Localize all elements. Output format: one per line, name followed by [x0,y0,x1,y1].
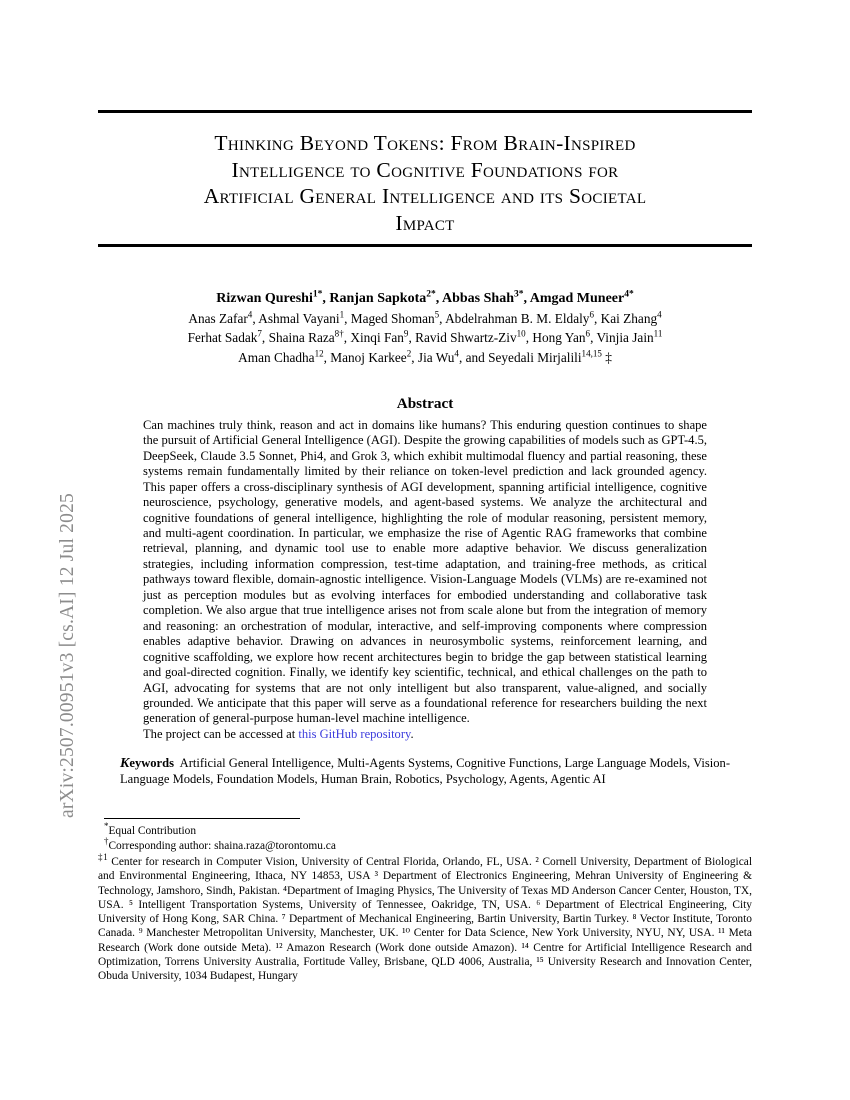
arxiv-stamp [0,0,90,1100]
paper-page [98,0,752,1100]
author-name: Abbas Shah [441,291,514,306]
footnote-equal-contribution-text: Equal Contribution [108,825,197,838]
author-affiliation-marker: 12 [314,348,324,359]
author-name: Jia Wu [417,349,455,365]
abstract-project-line [143,727,707,742]
author-name: Xinqi Fan [350,330,404,346]
title-line-1: Thinking Beyond Tokens: From Brain-Inspired [214,131,636,155]
author-name: Vinjia Jain [596,330,654,346]
github-repository-link[interactable]: this GitHub repository [298,726,411,741]
footnote-equal-contribution [104,821,752,838]
author-list [98,289,752,367]
footnotes-section [98,818,752,984]
footnote-doubledagger-mark: ‡1 [98,852,108,863]
author-affiliation-marker: 4* [624,289,634,300]
author-affiliation-marker: 4 [247,309,253,320]
footnote-corresponding-text: Corresponding author: shaina.raza@torontomu.ca [108,839,336,852]
author-name: Kai Zhang [600,311,658,327]
author-affiliation-marker: 14,15 [581,348,602,359]
footnote-affiliations [98,852,752,984]
author-affiliation-marker: 1* [312,289,323,300]
author-affiliation-marker: 3* [513,289,524,300]
author-name: Anas Zafar [188,311,248,327]
footnote-asterisk-mark: * [104,821,109,832]
footnote-affiliations-text: Center for research in Computer Vision, University of Central Florida, Orlando, FL, USA. ² Cornell University, Department of Biological and Environmental Engineering, Ithaca, NY 14853, USA ³ Department of Electronics Engineering, Mehran University of Engineering & Technology, Jamshoro, Sindh, Pakistan. ⁴Department of Imaging Physics, The University of Texas MD Anderson Cancer Center, Houston, TX, USA. ⁵ Intelligent Transportation Systems, University of Tennessee, Oakridge, TN, USA. ⁶ Department of Electrical Engineering, City University of Hong Kong, SAR China. ⁷ Department of Mechanical Engineering, Bartin University, Bartin Turkey. ⁸ Vector Institute, Toronto Canada. ⁹ Manchester Metropolitan University, Manchester, UK. ¹⁰ Center for Data Science, New York University, NYU, NY, USA. ¹¹ Meta Research (Work done outside Meta). ¹² Amazon Research (Work done outside Amazon). ¹⁴ Centre for Artificial Intelligence Research and Optimization, Torrens University Australia, Fortitude Valley, Brisbane, QLD 4006, Australia, ¹⁵ University Research and Innovation Center, Obuda University, 1034 Budapest, Hungary [98,855,752,983]
footnote-rule [104,818,300,819]
author-affiliation-marker: 11 [653,328,663,339]
project-prefix: The project can be accessed at [143,726,299,741]
author-name: Maged Shoman [350,311,435,327]
abstract-heading: Abstract [396,394,454,412]
abstract-main-paragraph: Can machines truly think, reason and act in domains like humans? This enduring question continues to shape the pursuit of Artificial General Intelligence (AGI). Despite the growing capabilities of models such as GPT-4.5, DeepSeek, Claude 3.5 Sonnet, Phi4, and Grok 3, which exhibit multimodal fluency and partial reasoning, these systems remain fundamentally limited by their reliance on token-level prediction and lack grounded agency. This paper offers a cross-disciplinary synthesis of AGI development, spanning artificial intelligence, cognitive neuroscience, psychology, generative models, and agent-based systems. We analyze the architectural and cognitive foundations of general intelligence, highlighting the role of modular reasoning, persistent memory, and multi-agent coordination. In particular, we emphasize the rise of Agentic RAG frameworks that combine retrieval, planning, and dynamic tool use to enable more adaptive behavior. We discuss generalization strategies, including information compression, test-time adaptation, and training-free methods, as critical pathways toward flexible, domain-agnostic intelligence. Vision-Language Models (VLMs) are re-examined not just as perception modules but as evolving interfaces for embodied understanding and collaborative task completion. We also argue that true intelligence arises not from scale alone but from the integration of memory and reasoning: an orchestration of modular, interactive, and self-improving components where compression enables adaptive behavior. Drawing on advances in neurosymbolic systems, reinforcement learning, and cognitive scaffolding, we explore how recent architectures begin to bridge the gap between statistical learning and goal-directed cognition. Finally, we identify key scientific, technical, and ethical challenges on the path to AGI, advocating for systems that are not only intelligent but also transparent, value-aligned, and socially grounded. We anticipate that this paper will serve as a foundational reference for researchers building the next generation of general-purpose human-level machine intelligence. [143,417,707,726]
author-name: Ravid Shwartz-Ziv [415,330,517,346]
author-name: Hong Yan [532,330,586,346]
author-name: Aman Chadha [238,349,315,365]
keywords-label-initial: K [120,755,130,772]
author-line-lead: Rizwan Qureshi$^{1*}$, Ranjan Sapkota$^{2*}$, Abbas Shah$^{3*}$, Amgad Muneer$^{4*}$ [216,289,634,306]
keywords-label-rest: eywords [129,756,174,771]
author-affiliation-marker: 4 [657,309,662,320]
author-name: Shaina Raza [268,330,335,346]
page-title [98,113,752,236]
author-line-3: Ferhat Sadak$^7$, Shaina Raza$^{8\dagger}$, Xinqi Fan$^9$, Ravid Shwartz-Ziv$^{10}$, Hong Yan$^6$, Vinjia Jain$^{11}$ [187,328,663,346]
keywords-label [120,756,174,770]
title-line-2: Intelligence to Cognitive Foundations for [231,157,619,182]
title-rule-bottom [98,244,752,247]
author-name: Rizwan Qureshi [216,291,313,306]
author-affiliation-marker: 8† [334,328,344,339]
author-affiliation-marker: 9 [403,328,409,339]
author-affiliation-marker: 4 [454,348,459,359]
keywords-section [120,756,730,787]
author-affiliation-marker: 7 [257,328,262,339]
footnote-corresponding-author [104,835,752,853]
project-suffix: . [410,726,414,741]
author-affiliation-marker: 2* [426,289,436,300]
author-name: Manoj Karkee [330,349,407,365]
author-affiliation-marker: 6 [589,309,594,320]
author-name: Ashmal Vayani [258,311,340,327]
abstract-section [143,395,707,743]
title-line-3: Artificial General Intelligence and its Societal [203,184,647,208]
abstract-body [143,418,707,743]
footnote-dagger-mark: † [104,835,109,846]
author-affiliation-marker: 6 [585,328,591,339]
author-name: and Seyedali Mirjalili [465,349,582,365]
keywords-text: Artificial General Intelligence, Multi-Agents Systems, Cognitive Functions, Large Language Models, Vision-Language Models, Foundation Models, Human Brain, Robotics, Psychology, Agents, Agentic AI [120,756,730,786]
author-name: Abdelrahman B. M. Eldaly [445,311,590,327]
author-name: Ranjan Sapkota [329,291,427,306]
author-affiliation-marker: 1 [339,309,345,320]
author-affiliation-marker: 10 [516,328,526,339]
author-line-4: Aman Chadha$^{12}$, Manoj Karkee$^2$, Jia Wu$^4$, and Seyedali Mirjalili$^{14,15}$ ‡ [238,348,612,365]
author-affiliation-marker: 2 [406,348,412,359]
author-line-2: Anas Zafar$^4$, Ashmal Vayani$^1$, Maged Shoman$^5$, Abdelrahman B. M. Eldaly$^6$, Kai Zhang$^4$ [188,309,662,327]
author-name: Amgad Muneer [529,291,625,306]
title-line-4: Impact [395,210,455,235]
author-name: Ferhat Sadak [187,330,258,346]
arxiv-stamp-text: arXiv:2507.00951v3 [cs.AI] 12 Jul 2025 [57,493,78,818]
author-affiliation-marker: 5 [434,309,440,320]
